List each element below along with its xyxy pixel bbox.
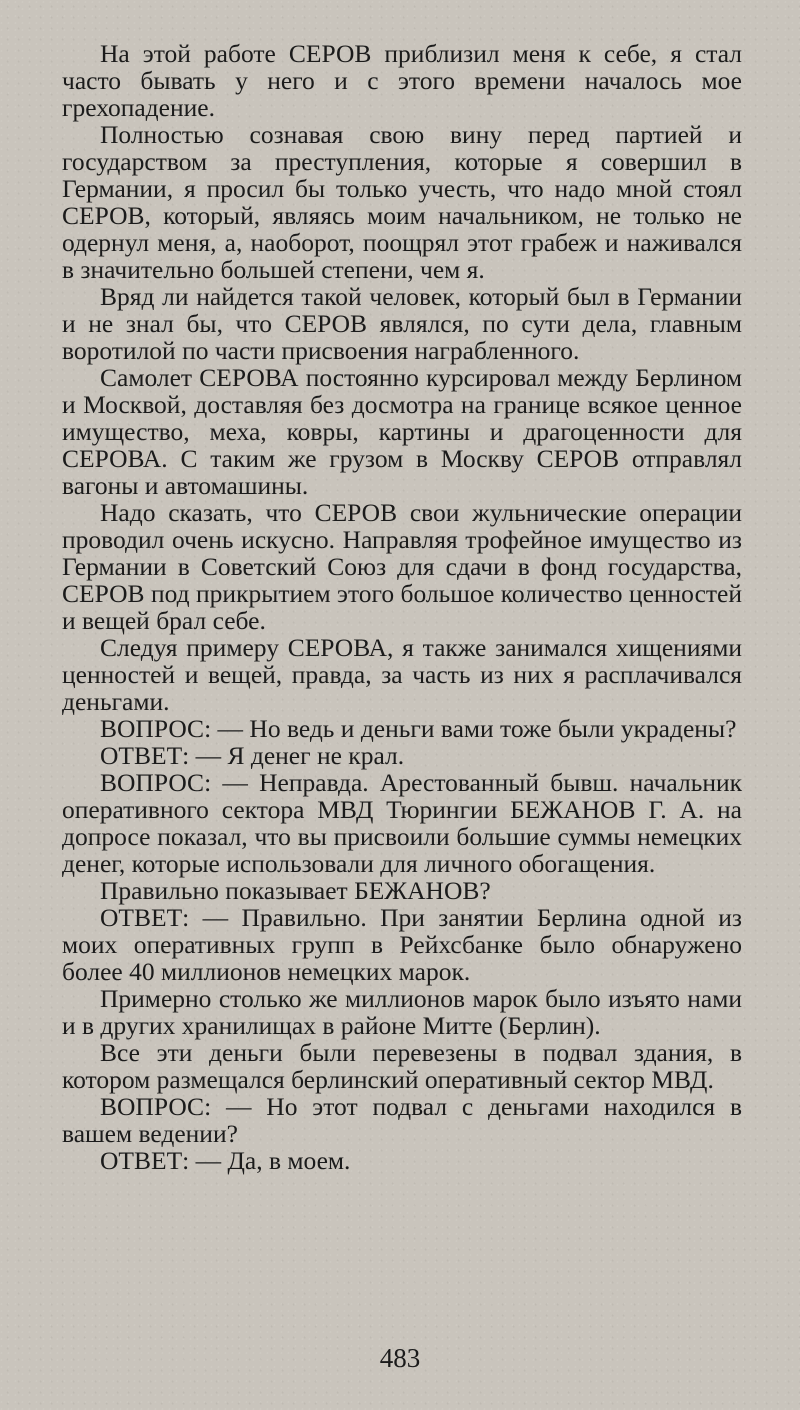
paragraph: Все эти деньги были перевезены в подвал здания, в котором размещался берлинский оперативный сектор МВД. <box>62 1038 742 1094</box>
paragraph: Полностью сознавая свою вину перед партией и государством за преступления, которые я совершил в Германии, я просил бы только учесть, что надо мной стоял СЕРОВ, который, являясь моим начальником, не только не одернул меня, а, наоборот, поощрял этот грабеж и наживался в значительно большей степени, чем я. <box>62 120 742 284</box>
question-paragraph: ВОПРОС: — Но ведь и деньги вами тоже были украдены? <box>100 714 737 743</box>
paragraph: Надо сказать, что СЕРОВ свои жульнические операции проводил очень искусно. Направляя трофейное имущество из Германии в Советский Союз для сдачи в фонд государства, СЕРОВ под прикрытием этого большое количество ценностей и вещей брал себе. <box>62 498 742 635</box>
question-paragraph: ВОПРОС: — Но этот подвал с деньгами находился в вашем ведении? <box>62 1092 742 1148</box>
paragraph: Вряд ли найдется такой человек, который был в Германии и не знал бы, что СЕРОВ являлся, по сути дела, главным воротилой по части присвоения награбленного. <box>62 282 742 365</box>
paragraph: Правильно показывает БЕЖАНОВ? <box>100 876 491 905</box>
question-paragraph: ВОПРОС: — Неправда. Арестованный бывш. начальник оперативного сектора МВД Тюрингии БЕЖАНОВ Г. А. на допросе показал, что вы присвоили большие суммы немецких денег, которые использовали для личного обогащения. <box>62 768 742 878</box>
answer-paragraph: ОТВЕТ: — Я денег не крал. <box>100 741 405 770</box>
answer-paragraph: ОТВЕТ: — Правильно. При занятии Берлина одной из моих оперативных групп в Рейхсбанке было обнаружено более 40 миллионов немецких марок. <box>62 903 742 986</box>
paragraph: Следуя примеру СЕРОВА, я также занимался хищениями ценностей и вещей, правда, за часть из них я расплачивался деньгами. <box>62 633 742 716</box>
answer-paragraph: ОТВЕТ: — Да, в моем. <box>100 1146 351 1175</box>
paragraph: Примерно столько же миллионов марок было изъято нами и в других хранилищах в районе Митте (Берлин). <box>62 984 742 1040</box>
paragraph: Самолет СЕРОВА постоянно курсировал между Берлином и Москвой, доставляя без досмотра на границе всякое ценное имущество, меха, ковры, картины и драгоценности для СЕРОВА. С таким же грузом в Москву СЕРОВ отправлял вагоны и автомашины. <box>62 363 742 500</box>
page-number: 483 <box>379 1343 421 1373</box>
paragraph: На этой работе СЕРОВ приблизил меня к себе, я стал часто бывать у него и с этого времени началось мое грехопадение. <box>62 39 742 122</box>
body-text <box>62 40 742 1174</box>
